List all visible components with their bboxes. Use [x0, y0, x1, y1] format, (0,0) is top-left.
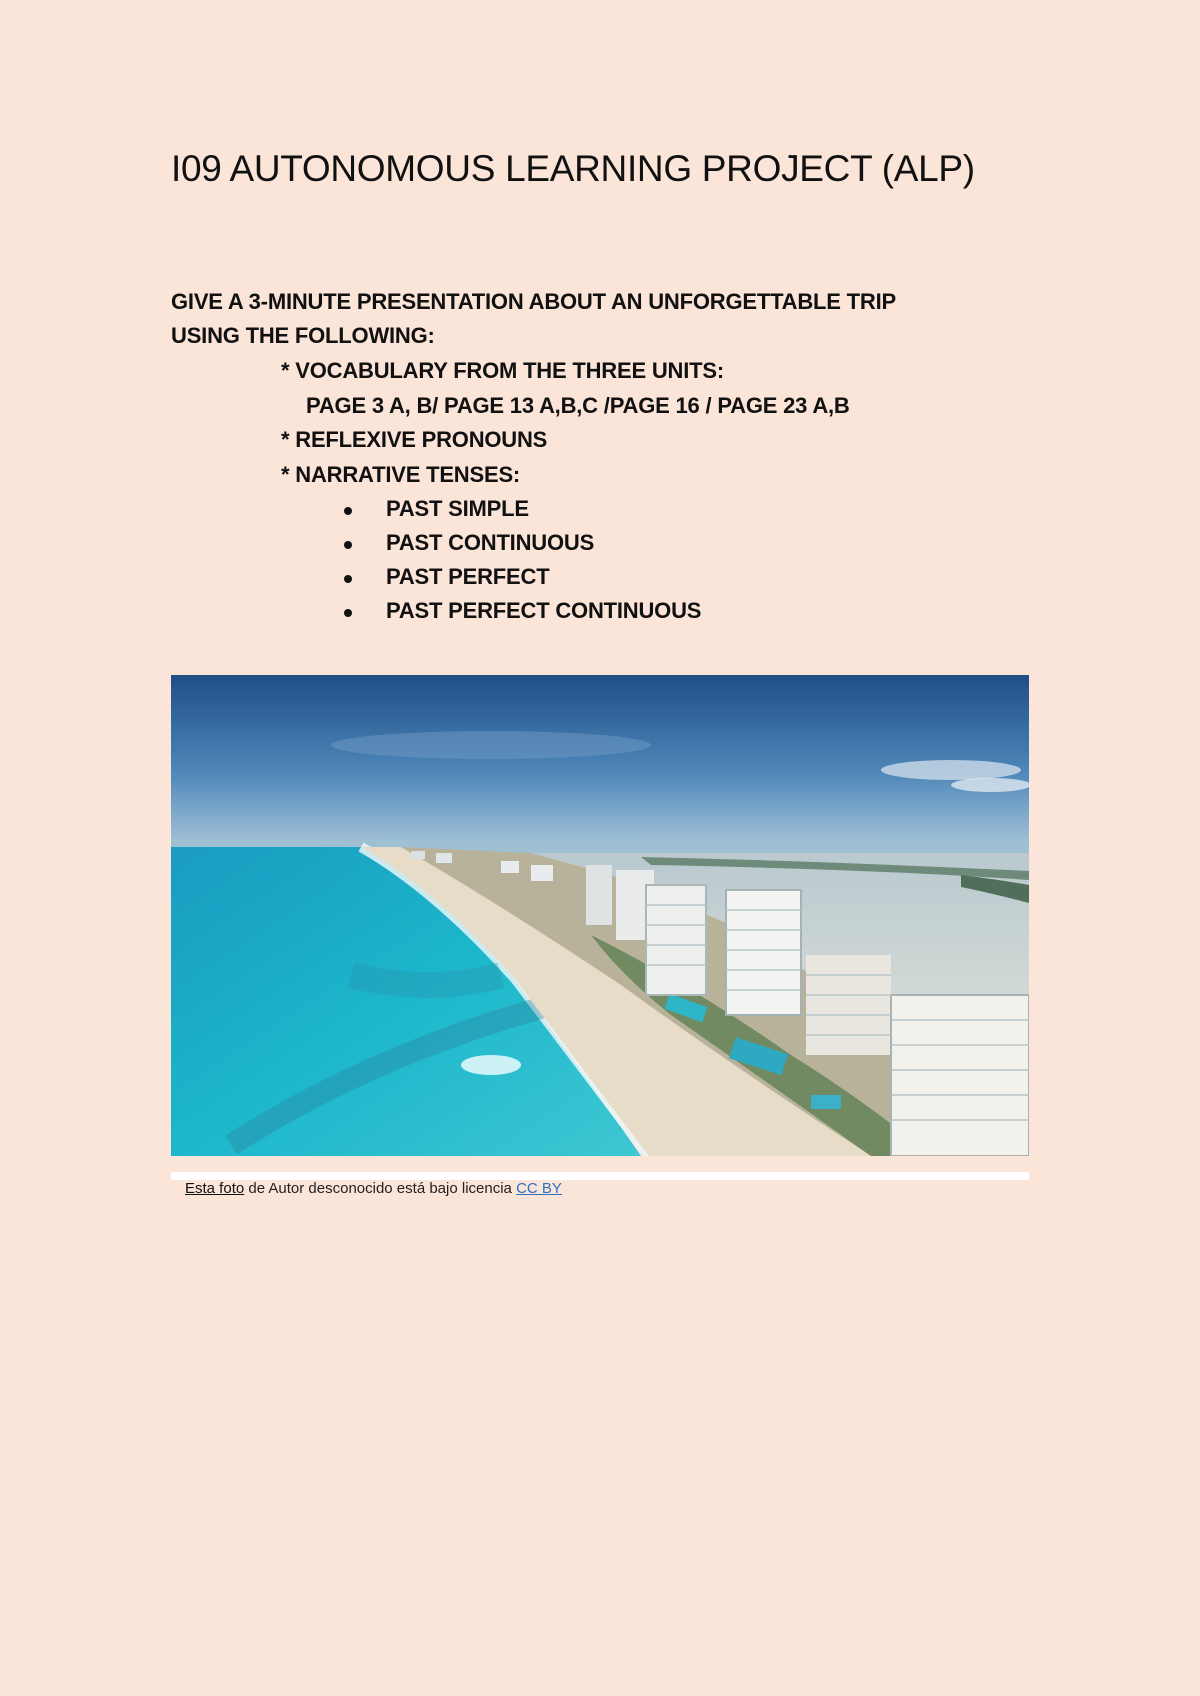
bullet-icon [344, 609, 352, 617]
item-vocabulary: * VOCABULARY FROM THE THREE UNITS: [281, 358, 724, 383]
license-link[interactable]: CC BY [516, 1180, 562, 1197]
instructions-line-2: USING THE FOLLOWING: [171, 323, 435, 348]
item-reflexive-pronouns: * REFLEXIVE PRONOUNS [281, 427, 548, 452]
instructions-line-1: GIVE A 3-MINUTE PRESENTATION ABOUT AN UNFORGETTABLE TRIP [171, 289, 896, 314]
item-pages: PAGE 3 A, B/ PAGE 13 A,B,C /PAGE 16 / PAGE 23 A,B [306, 393, 850, 418]
beach-resort-photo [171, 675, 1029, 1156]
item-narrative-tenses: * NARRATIVE TENSES: [281, 462, 521, 487]
bullet-icon [344, 507, 352, 515]
photo-caption [185, 1180, 562, 1197]
bullet-icon [344, 575, 352, 583]
tense-label: PAST PERFECT [386, 564, 550, 589]
caption-text: de Autor desconocido está bajo licencia [244, 1180, 517, 1197]
tense-label: PAST SIMPLE [386, 496, 529, 521]
document-title: I09 AUTONOMOUS LEARNING PROJECT (ALP) [171, 148, 975, 189]
bullet-icon [344, 541, 352, 549]
tense-label: PAST CONTINUOUS [386, 530, 595, 555]
photo-source-link[interactable]: Esta foto [185, 1180, 245, 1197]
tense-label: PAST PERFECT CONTINUOUS [386, 598, 702, 623]
caption-bar [171, 1172, 1029, 1180]
